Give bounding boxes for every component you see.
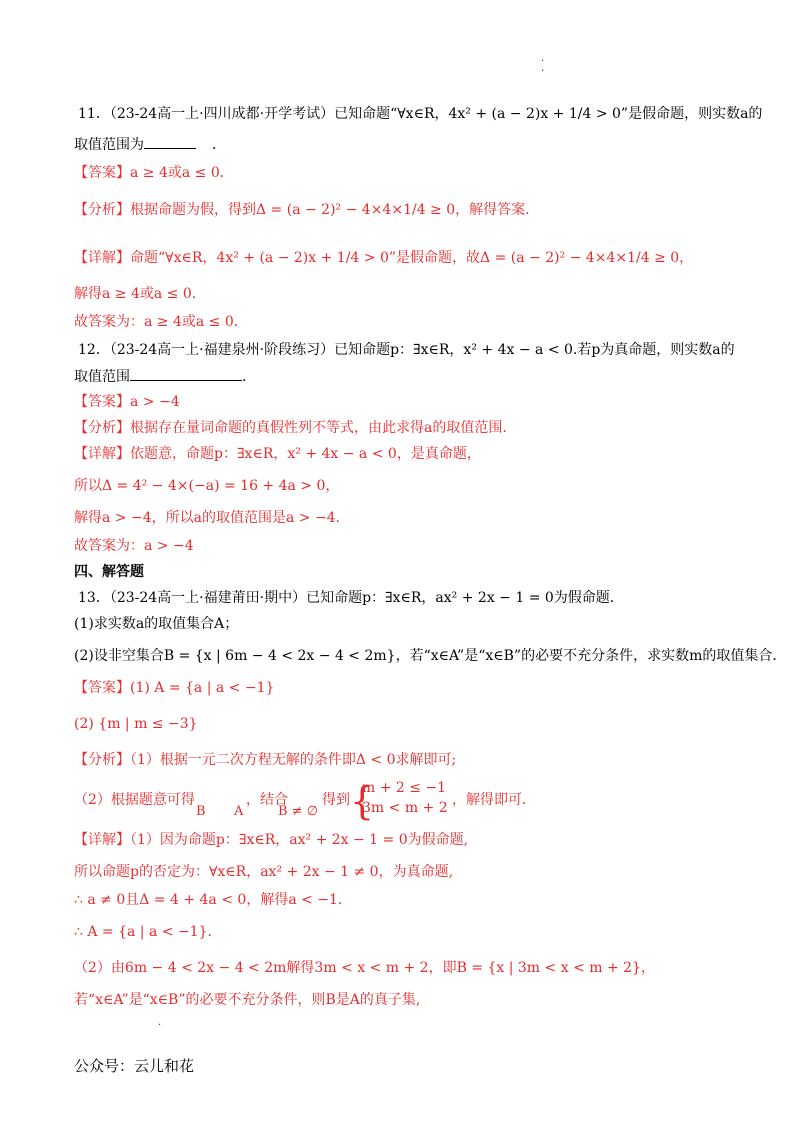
answer-blank <box>130 366 242 381</box>
q12-stem-line1: 12．（23-24高一上·福建泉州·阶段练习）已知命题p：∃x∈R，x² + 4x − a < 0.若p为真命题，则实数a的 <box>78 342 735 358</box>
analysis-text: 根据命题为假，得到Δ = (a − 2)² − 4×4×1/4 ≥ 0，解得答案. <box>130 202 530 218</box>
q12-analysis <box>74 418 507 438</box>
q13-analysis-2-start: （2）根据题意可得 <box>74 792 195 808</box>
case-line-1: { m + 2 ≤ −1 <box>362 780 447 796</box>
q13-detail-line6: 若“x∈A”是“x∈B”的必要不充分条件，则B是A的真子集, <box>74 992 421 1008</box>
q11-detail-line1 <box>74 248 693 268</box>
q13-analysis-cases <box>352 778 448 818</box>
q13-analysis-set-a: A <box>234 804 244 819</box>
q12-stem-text: 取值范围 <box>74 369 130 385</box>
analysis-label: 【分析】 <box>74 420 130 436</box>
q12-final-answer: 故答案为：a > −4 <box>74 538 194 554</box>
q13-detail-line1 <box>74 830 468 850</box>
answer-label: 【答案】 <box>74 680 130 696</box>
footer-wechat: 公众号：云儿和花 <box>74 1057 195 1075</box>
q13-answer-2: (2) {m | m ≤ −3} <box>74 716 198 732</box>
q11-stem-text: 取值范围为 <box>74 137 144 153</box>
q13-stem-line1: 13．（23-24高一上·福建莆田·期中）已知命题p：∃x∈R，ax² + 2x − 1 = 0为假命题． <box>78 590 624 606</box>
case-line-2: 3m < m + 2 <box>362 800 448 816</box>
q13-answer-1 <box>74 678 274 698</box>
q12-detail-line3: 解得a > −4，所以a的取值范围是a > −4． <box>74 510 350 526</box>
answer-text: (1) A = {a | a < −1} <box>130 680 275 696</box>
stray-mark: · <box>541 66 545 77</box>
detail-text: 命题“∀x∈R，4x² + (a − 2)x + 1/4 > 0”是假命题，故Δ = (a − 2)² − 4×4×1/4 ≥ 0， <box>130 250 694 266</box>
q11-analysis <box>74 200 530 220</box>
q12-stem-line2 <box>74 366 246 387</box>
q12-stem-end: . <box>242 369 247 385</box>
q12-detail-line1 <box>74 444 481 464</box>
q13-analysis-1 <box>74 750 456 770</box>
answer-blank <box>144 134 196 149</box>
q13-analysis-2-end: ，解得即可． <box>452 792 536 808</box>
q12-detail-line2: 所以Δ = 4² − 4×(−a) = 16 + 4a > 0， <box>74 478 340 494</box>
answer-label: 【答案】 <box>74 165 130 181</box>
q13-analysis-2-got: 得到 <box>322 792 350 808</box>
q11-final-answer: 故答案为：a ≥ 4或a ≤ 0． <box>74 314 248 330</box>
q11-answer <box>74 163 234 183</box>
detail-label: 【详解】 <box>74 250 130 266</box>
q13-detail-line4: ∴ A = {a | a < −1}． <box>74 924 222 940</box>
q13-detail-line2: 所以命题p的否定为：∀x∈R，ax² + 2x − 1 ≠ 0，为真命题, <box>74 864 454 880</box>
q13-stem-part1: (1)求实数a的取值集合A； <box>74 616 239 632</box>
q13-stem-part2: (2)设非空集合B = {x | 6m − 4 < 2x − 4 < 2m}，若“x∈A”是“x∈B”的必要不充分条件，求实数m的取值集合． <box>74 648 787 664</box>
detail-text: （1）因为命题p：∃x∈R，ax² + 2x − 1 = 0为假命题, <box>130 832 469 848</box>
answer-text: a ≥ 4或a ≤ 0． <box>130 165 234 181</box>
q13-analysis-2-mid: ，结合 <box>246 792 288 808</box>
stray-mark: · <box>158 1020 162 1031</box>
section-title: 四、解答题 <box>74 564 144 580</box>
q13-detail-line3: ∴ a ≠ 0且Δ = 4 + 4a < 0，解得a < −1． <box>74 892 352 908</box>
analysis-label: 【分析】 <box>74 202 130 218</box>
stray-mark: · <box>541 56 545 67</box>
analysis-text: 根据存在量词命题的真假性列不等式，由此求得a的取值范围. <box>130 420 507 436</box>
detail-label: 【详解】 <box>74 832 130 848</box>
q13-detail-line5: （2）由6m − 4 < 2x − 4 < 2m解得3m < x < m + 2，即B = {x | 3m < x < m + 2}， <box>74 960 655 976</box>
q12-answer <box>74 392 180 412</box>
q11-stem-line2 <box>74 134 226 155</box>
q11-detail-line2: 解得a ≥ 4或a ≤ 0． <box>74 286 206 302</box>
analysis-label: 【分析】 <box>74 752 130 768</box>
analysis-text: （1）根据一元二次方程无解的条件即Δ < 0求解即可; <box>130 752 457 768</box>
q13-analysis-set-b: B <box>196 804 206 819</box>
answer-label: 【答案】 <box>74 394 130 410</box>
detail-label: 【详解】 <box>74 446 130 462</box>
q13-analysis-nonempty: B ≠ ∅ <box>278 804 319 819</box>
q11-stem-line1: 11．（23-24高一上·四川成都·开学考试）已知命题“∀x∈R，4x² + (a − 2)x + 1/4 > 0”是假命题，则实数a的 <box>78 106 763 122</box>
q11-stem-end: ． <box>212 137 226 153</box>
detail-text: 依题意，命题p：∃x∈R，x² + 4x − a < 0，是真命题， <box>130 446 481 462</box>
answer-text: a > −4 <box>130 394 180 410</box>
